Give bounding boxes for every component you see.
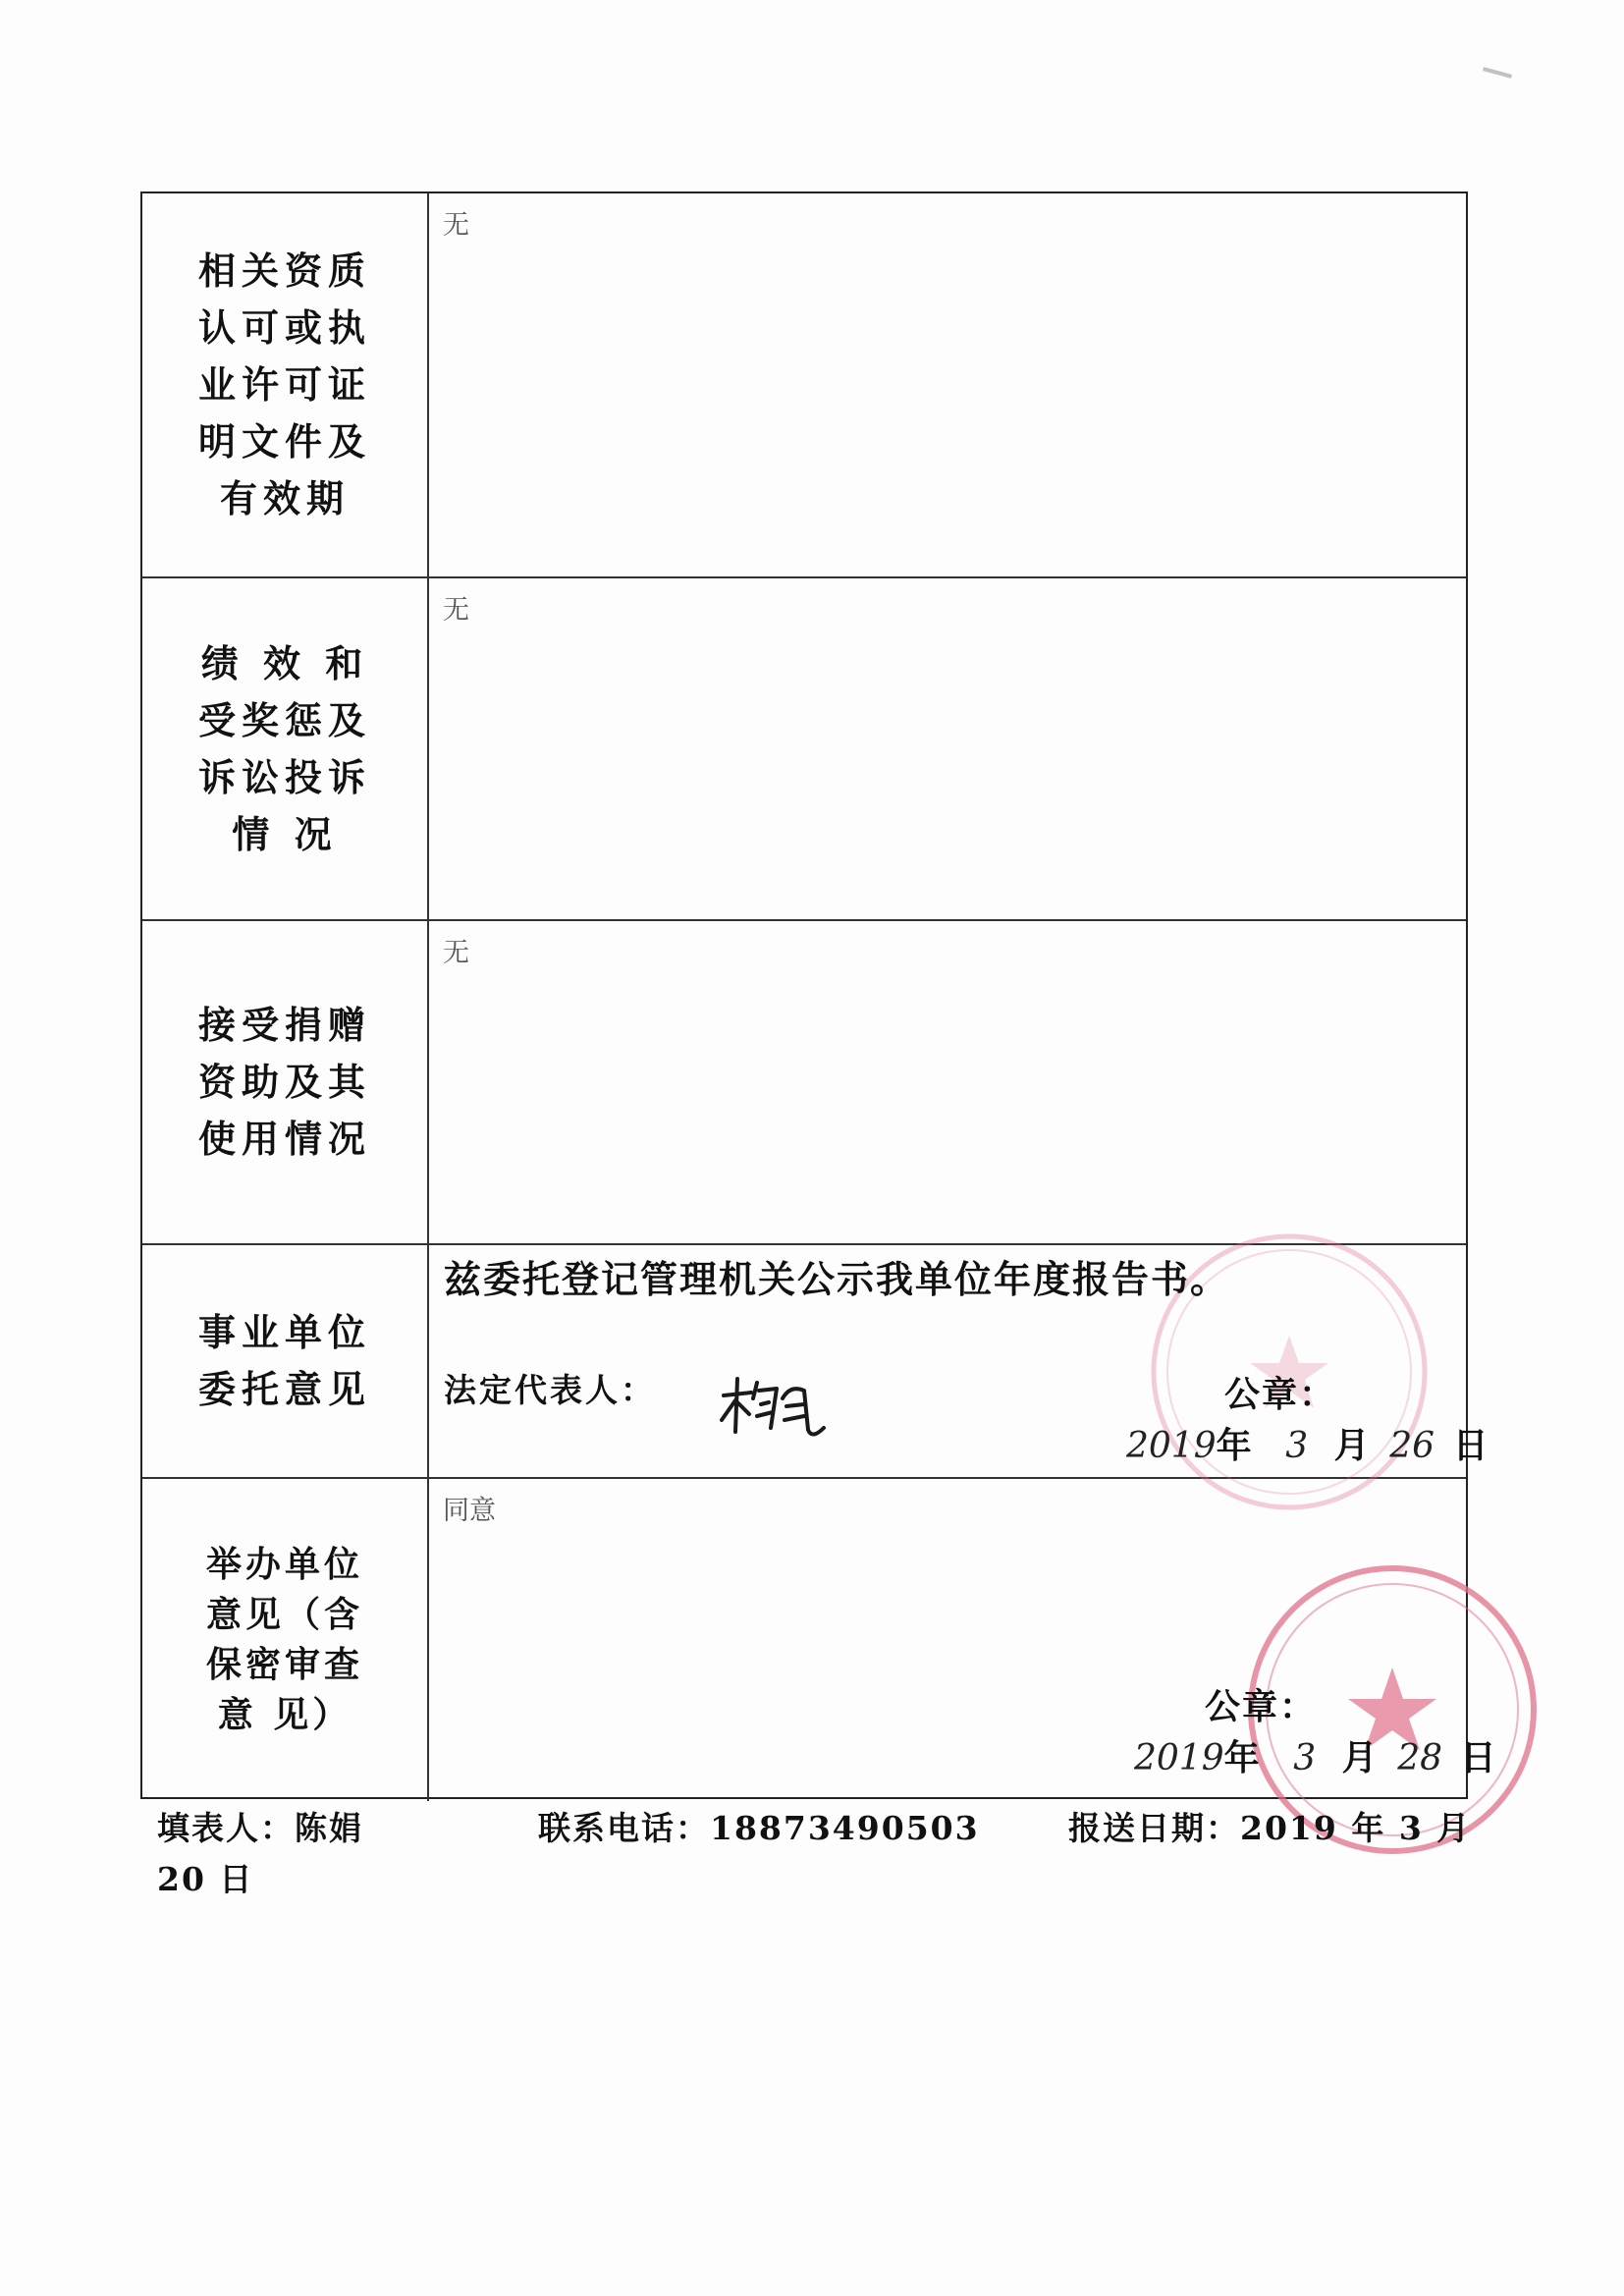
label-cell [142, 578, 429, 919]
sponsor-label: 举办单位 意见（含 保密审查 意 见） [205, 1544, 363, 1735]
entrust-statement: 兹委托登记管理机关公示我单位年度报告书。 [444, 1257, 1230, 1301]
sponsor-value: 同意 [443, 1496, 496, 1526]
filler: 填表人：陈娟 [157, 1809, 363, 1847]
label-cell [142, 1479, 429, 1801]
date-day-unit: 日 [1452, 1425, 1489, 1466]
handwritten-signature [714, 1371, 846, 1442]
donation-label: 接受捐赠 资助及其 使用情况 [197, 1003, 371, 1161]
seal-label: 公章： [1205, 1686, 1318, 1727]
date-day: 26 [1389, 1426, 1435, 1466]
contact-phone: 联系电话：18873490503 [538, 1809, 980, 1847]
date-month-unit: 月 [1341, 1737, 1378, 1778]
row-entrust [142, 1245, 1489, 1479]
qualification-label: 相关资质 认可或执 业许可证 明文件及 有效期 [197, 248, 371, 520]
row-performance [142, 578, 1466, 921]
performance-label: 绩 效 和 受奖惩及 诉讼投诉 情 况 [197, 640, 371, 856]
content-cell [429, 193, 1466, 576]
label-cell [142, 921, 429, 1243]
qualification-value: 无 [443, 210, 469, 241]
scan-mark [1483, 67, 1512, 79]
content-cell [429, 1479, 1496, 1801]
date-year-unit: 年 [1216, 1425, 1252, 1466]
entrust-label: 事业单位 委托意见 [197, 1310, 371, 1411]
entrust-date [1126, 1418, 1489, 1468]
date-year: 2019 [1126, 1426, 1217, 1466]
performance-value: 无 [443, 595, 469, 626]
row-sponsor [142, 1479, 1496, 1801]
report-date-cont: 20 日 [157, 1860, 254, 1898]
sponsor-date [1134, 1730, 1496, 1780]
date-month: 3 [1293, 1738, 1317, 1778]
content-cell [429, 578, 1466, 919]
date-year-unit: 年 [1223, 1737, 1260, 1778]
date-month: 3 [1285, 1426, 1309, 1466]
date-month-unit: 月 [1333, 1425, 1370, 1466]
legal-rep-label: 法定代表人： [444, 1371, 656, 1409]
date-day: 28 [1397, 1738, 1443, 1778]
seal-label: 公章： [1224, 1374, 1337, 1415]
content-cell [429, 921, 1466, 1243]
row-qualification [142, 193, 1466, 578]
date-day-unit: 日 [1460, 1737, 1496, 1778]
donation-value: 无 [443, 938, 469, 968]
label-cell [142, 1245, 429, 1477]
report-form-table [140, 191, 1496, 1799]
content-cell [429, 1245, 1489, 1477]
label-cell [142, 193, 429, 576]
row-donation [142, 921, 1466, 1245]
report-date: 报送日期：2019 年 3 月 [1068, 1809, 1472, 1847]
date-year: 2019 [1134, 1738, 1224, 1778]
